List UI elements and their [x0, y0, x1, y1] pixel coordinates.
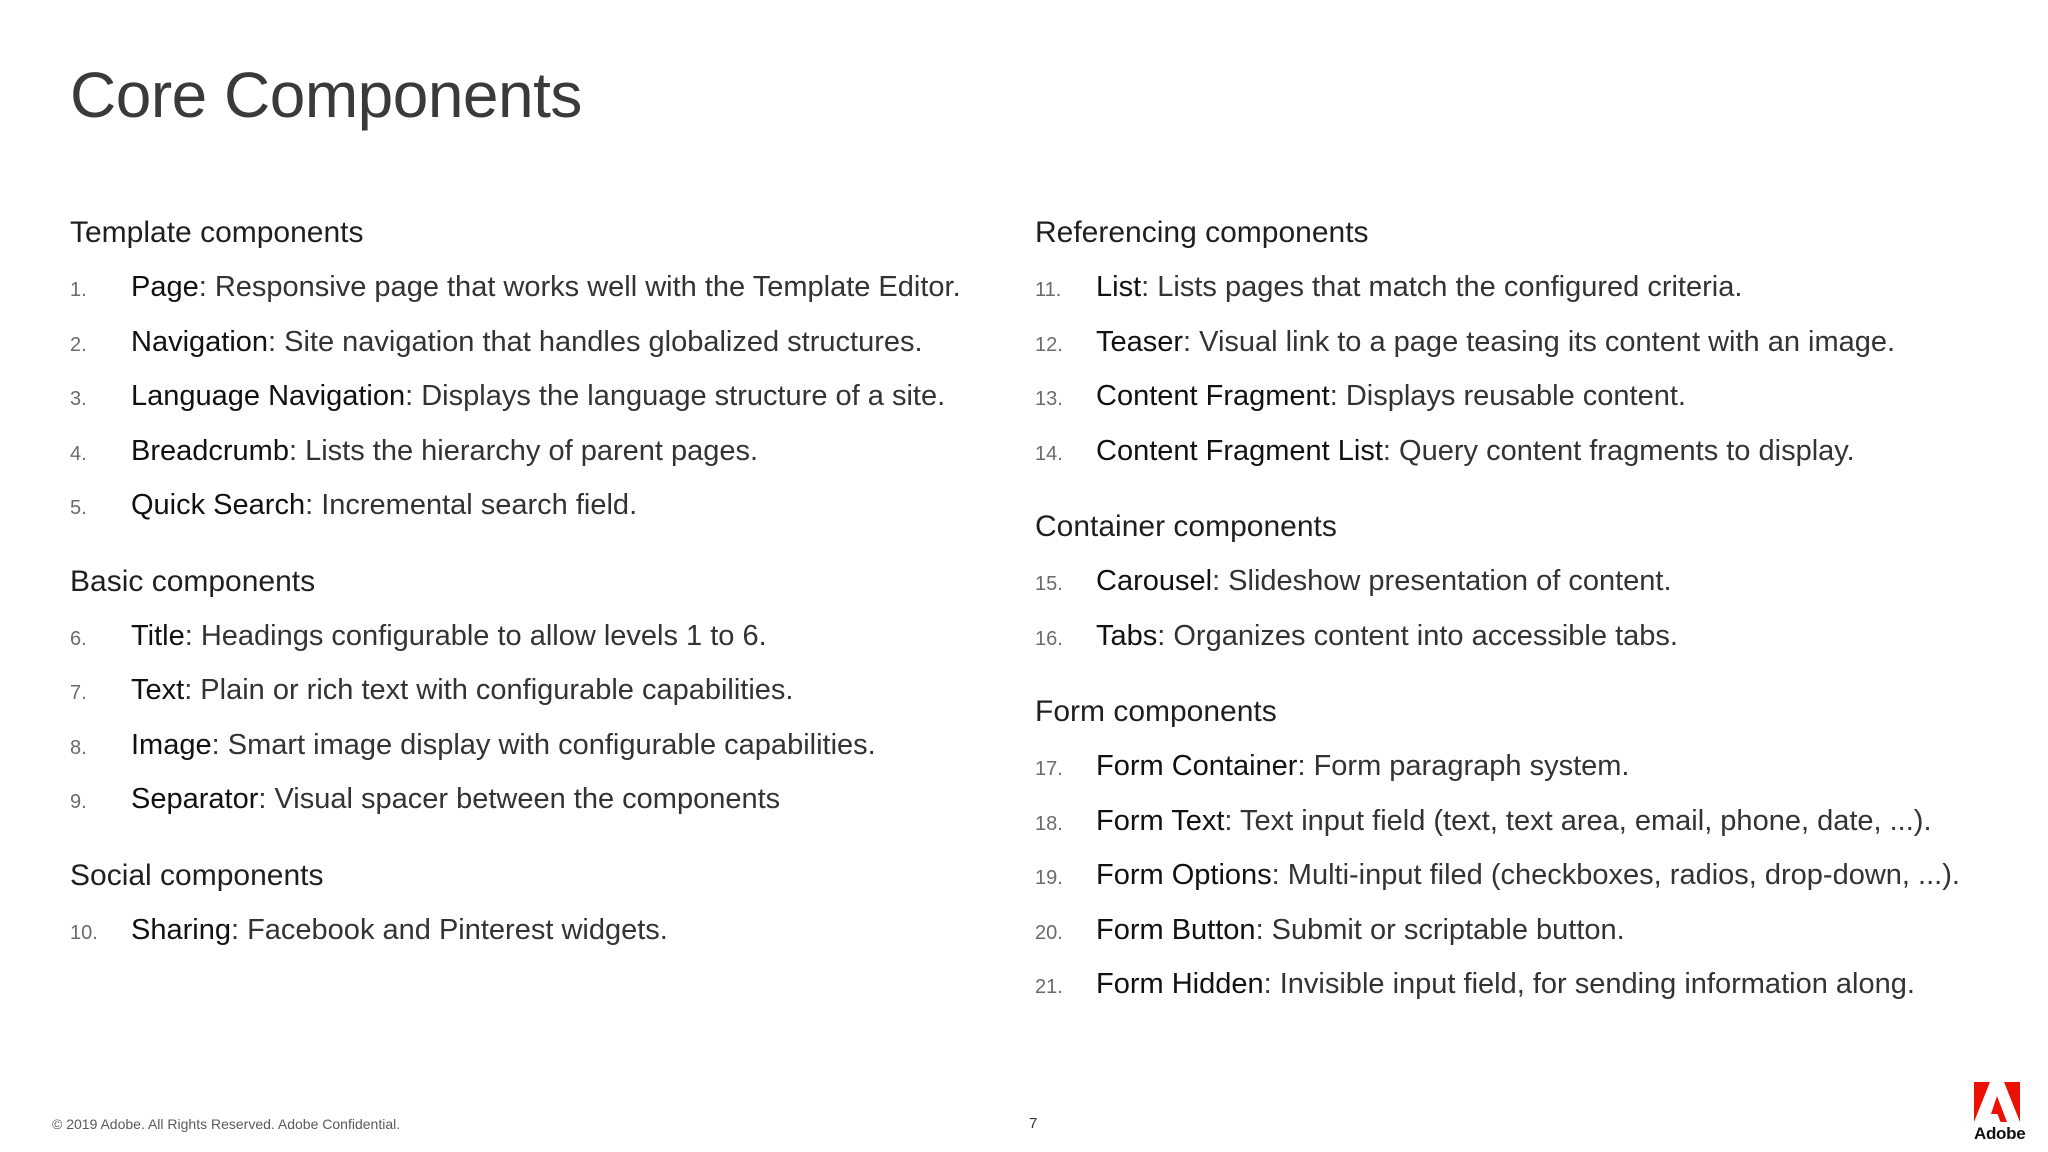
- component-name: List: [1096, 271, 1142, 303]
- item-number: 8.: [70, 736, 87, 759]
- component-name: Tabs: [1096, 619, 1158, 652]
- list-item: [1035, 369, 1975, 424]
- list-item: [70, 609, 1010, 664]
- list-item: [70, 369, 1010, 424]
- list-item: [1035, 848, 1975, 903]
- list-item: [1035, 260, 1975, 315]
- item-number: 16.: [1035, 627, 1063, 650]
- component-name: Form Container: [1096, 750, 1298, 782]
- item-number: 1.: [70, 279, 87, 301]
- component-name: Sharing: [131, 913, 231, 946]
- component-description: : Incremental search field.: [305, 489, 638, 521]
- item-text: [131, 772, 780, 827]
- component-description: : Site navigation that handles globalized structures.: [268, 325, 923, 358]
- item-text: [131, 424, 758, 479]
- item-number: 6.: [70, 627, 87, 650]
- item-text: [1096, 315, 1895, 370]
- component-name: Form Button: [1096, 913, 1256, 946]
- section-heading: Referencing components: [1035, 216, 1369, 249]
- item-text: [131, 718, 876, 773]
- item-text: [1096, 848, 1960, 903]
- component-description: : Plain or rich text with configurable capabilities.: [184, 674, 794, 706]
- component-name: Image: [131, 728, 212, 761]
- logo-wordmark: Adobe: [1974, 1124, 2026, 1143]
- component-description: : Displays the language structure of a site.: [405, 380, 946, 412]
- item-number: 10.: [70, 921, 98, 944]
- item-text: [1096, 609, 1678, 664]
- component-description: : Lists the hierarchy of parent pages.: [288, 434, 759, 467]
- component-list: [70, 903, 1010, 958]
- section-heading: Form components: [1035, 695, 1277, 728]
- page-number: 7: [1029, 1115, 1038, 1132]
- component-name: Teaser: [1096, 325, 1184, 358]
- component-name: Quick Search: [131, 489, 306, 521]
- list-item: [70, 260, 1010, 315]
- list-item: [1035, 957, 1975, 1012]
- item-text: [1096, 739, 1629, 794]
- component-description: : Responsive page that works well with the Template Editor.: [198, 271, 961, 303]
- page-title: Core Components: [70, 59, 582, 131]
- list-item: [70, 424, 1010, 479]
- list-item: [1035, 315, 1975, 370]
- item-number: 20.: [1035, 921, 1063, 944]
- component-list: [1035, 260, 1975, 478]
- component-name: Title: [131, 619, 185, 652]
- item-number: 2.: [70, 333, 87, 356]
- component-description: : Form paragraph system.: [1297, 750, 1630, 782]
- item-text: [131, 903, 668, 958]
- item-number: 14.: [1035, 442, 1063, 465]
- component-description: : Facebook and Pinterest widgets.: [230, 913, 668, 946]
- adobe-logo-icon: [1974, 1082, 2020, 1122]
- component-name: Breadcrumb: [131, 434, 289, 467]
- component-description: : Smart image display with configurable capabilities.: [211, 728, 876, 761]
- component-list: [1035, 554, 1975, 663]
- item-number: 13.: [1035, 388, 1063, 410]
- item-text: [1096, 794, 1932, 849]
- adobe-logo: [1974, 1082, 2026, 1146]
- component-description: : Headings configurable to allow levels 1 to 6.: [184, 619, 767, 652]
- item-text: [1096, 424, 1855, 479]
- copyright-notice: © 2019 Adobe. All Rights Reserved. Adobe Confidential.: [52, 1116, 401, 1132]
- item-number: 17.: [1035, 758, 1063, 780]
- item-text: [131, 609, 767, 664]
- item-text: [1096, 369, 1686, 424]
- item-number: 11.: [1035, 279, 1062, 301]
- section-heading: Container components: [1035, 510, 1337, 543]
- list-item: [1035, 424, 1975, 479]
- list-item: [1035, 903, 1975, 958]
- list-item: [1035, 609, 1975, 664]
- list-item: [1035, 739, 1975, 794]
- component-description: : Submit or scriptable button.: [1255, 913, 1625, 946]
- component-list: [70, 609, 1010, 827]
- component-name: Text: [131, 674, 185, 706]
- item-text: [131, 478, 637, 533]
- component-description: : Invisible input field, for sending information along.: [1263, 968, 1915, 1000]
- list-item: [70, 718, 1010, 773]
- component-description: : Multi-input filed (checkboxes, radios, drop-down, ...).: [1271, 859, 1960, 891]
- list-item: [70, 772, 1010, 827]
- item-text: [1096, 554, 1672, 609]
- list-item: [70, 663, 1010, 718]
- component-description: : Organizes content into accessible tabs.: [1157, 619, 1678, 652]
- component-description: : Displays reusable content.: [1329, 380, 1686, 412]
- component-description: : Visual link to a page teasing its content with an image.: [1183, 325, 1896, 358]
- component-name: Content Fragment List: [1096, 434, 1383, 467]
- left-column: [70, 206, 1010, 979]
- component-description: : Query content fragments to display.: [1382, 434, 1855, 467]
- component-description: : Lists pages that match the configured criteria.: [1141, 271, 1743, 303]
- component-name: Form Text: [1096, 804, 1225, 837]
- item-number: 19.: [1035, 867, 1063, 889]
- component-description: : Slideshow presentation of content.: [1212, 565, 1672, 597]
- item-number: 9.: [70, 791, 87, 813]
- component-name: Navigation: [131, 325, 269, 358]
- list-item: [1035, 794, 1975, 849]
- item-number: 4.: [70, 442, 87, 465]
- component-name: Content Fragment: [1096, 380, 1330, 412]
- section-heading: Social components: [70, 858, 324, 892]
- component-name: Language Navigation: [131, 380, 406, 412]
- component-list: [70, 260, 1010, 533]
- component-name: Page: [131, 271, 199, 303]
- item-text: [1096, 903, 1625, 958]
- list-item: [70, 478, 1010, 533]
- component-name: Separator: [131, 783, 259, 815]
- component-description: : Text input field (text, text area, email, phone, date, ...).: [1224, 804, 1932, 837]
- right-column: [1035, 206, 1975, 1034]
- item-text: [131, 663, 794, 718]
- item-number: 7.: [70, 682, 87, 704]
- item-number: 18.: [1035, 812, 1063, 835]
- item-text: [131, 260, 961, 315]
- item-text: [131, 369, 945, 424]
- list-item: [1035, 554, 1975, 609]
- component-description: : Visual spacer between the components: [258, 783, 781, 815]
- list-item: [70, 315, 1010, 370]
- item-number: 12.: [1035, 333, 1063, 356]
- item-text: [1096, 260, 1742, 315]
- component-list: [1035, 739, 1975, 1012]
- item-number: 15.: [1035, 573, 1063, 595]
- component-name: Form Options: [1096, 859, 1272, 891]
- item-number: 3.: [70, 388, 87, 410]
- item-number: 21.: [1035, 976, 1063, 998]
- item-text: [131, 315, 923, 370]
- section-heading: Basic components: [70, 564, 316, 598]
- item-text: [1096, 957, 1915, 1012]
- list-item: [70, 903, 1010, 958]
- component-name: Form Hidden: [1096, 968, 1264, 1000]
- item-number: 5.: [70, 497, 87, 519]
- component-name: Carousel: [1096, 565, 1213, 597]
- section-heading: Template components: [70, 216, 364, 249]
